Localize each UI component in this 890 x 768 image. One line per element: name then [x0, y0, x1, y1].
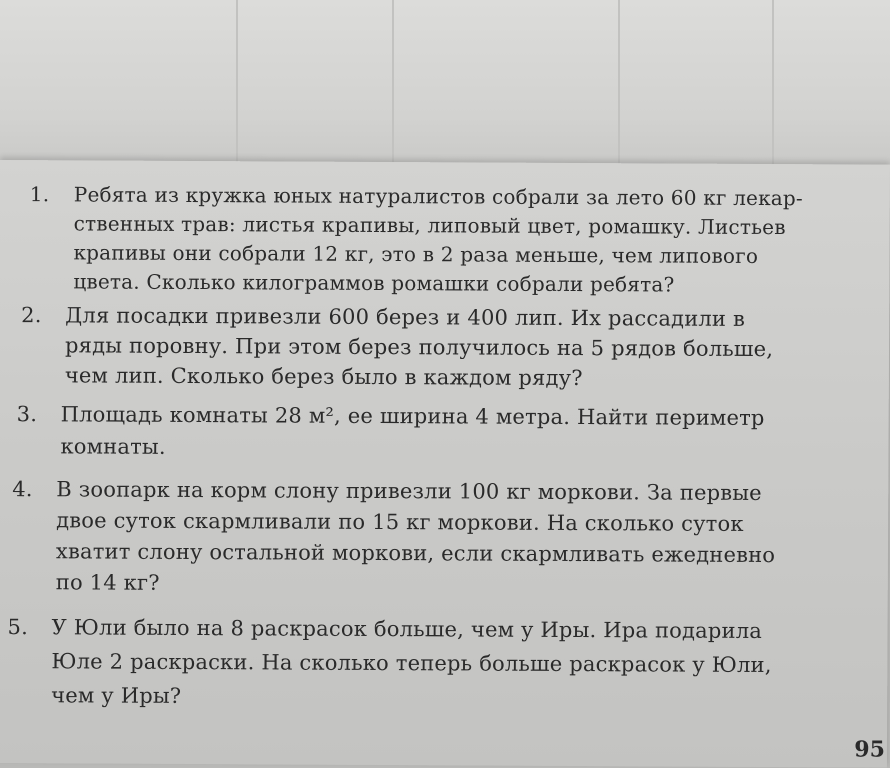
task-text	[51, 610, 772, 716]
task-text	[65, 300, 774, 394]
task-text	[56, 474, 776, 602]
task-line: ряды поровну. При этом берез получилось на 5 рядов больше,	[64, 333, 774, 362]
task-line: чем у Иры?	[51, 683, 182, 708]
task-line: ственных трав: листья крапивы, липовый цвет, ромашку. Листьев	[73, 211, 786, 240]
task-line: крапивы они собрали 12 кг, это в 2 раза меньше, чем липового	[73, 240, 759, 268]
task-line: чем лип. Сколько берез было в каждом ряду?	[64, 363, 583, 391]
task-line: Ребята из кружка юных натуралистов собрали за лето 60 кг лекар-	[73, 182, 803, 211]
textbook-page	[0, 160, 890, 768]
task-text	[60, 398, 764, 466]
task-text	[73, 180, 803, 300]
page-number: 95	[854, 736, 885, 763]
sheet-grid-line	[236, 0, 238, 168]
task-line: У Юли было на 8 раскрасок больше, чем у Иры. Ира подарила	[51, 615, 763, 643]
task-line: по 14 кг?	[55, 570, 160, 595]
background-sheet	[0, 0, 890, 168]
task-number: 3.	[16, 402, 38, 427]
task-line: двое суток скармливали по 15 кг моркови. На сколько суток	[56, 508, 744, 536]
sheet-grid-line	[392, 0, 394, 168]
task-number: 1.	[29, 182, 50, 207]
task-number: 2.	[21, 303, 42, 328]
task-line: В зоопарк на корм слону привезли 100 кг моркови. За первые	[56, 477, 762, 505]
task-line: Юле 2 раскраски. На сколько теперь больше раскрасок у Юли,	[51, 649, 772, 678]
sheet-grid-line	[772, 0, 774, 168]
task-number: 5.	[7, 615, 29, 640]
task-line: Площадь комнаты 28 м², ее ширина 4 метра. Найти периметр	[60, 402, 765, 431]
task-line: цвета. Сколько килограммов ромашки собрали ребята?	[73, 269, 675, 297]
task-number: 4.	[12, 477, 33, 502]
sheet-grid-line	[618, 0, 620, 168]
task-line: хватит слону остальной моркови, если скармливать ежедневно	[55, 539, 776, 568]
task-line: Для посадки привезли 600 берез и 400 лип. Их рассадили в	[65, 303, 746, 331]
task-line: комнаты.	[60, 434, 166, 459]
